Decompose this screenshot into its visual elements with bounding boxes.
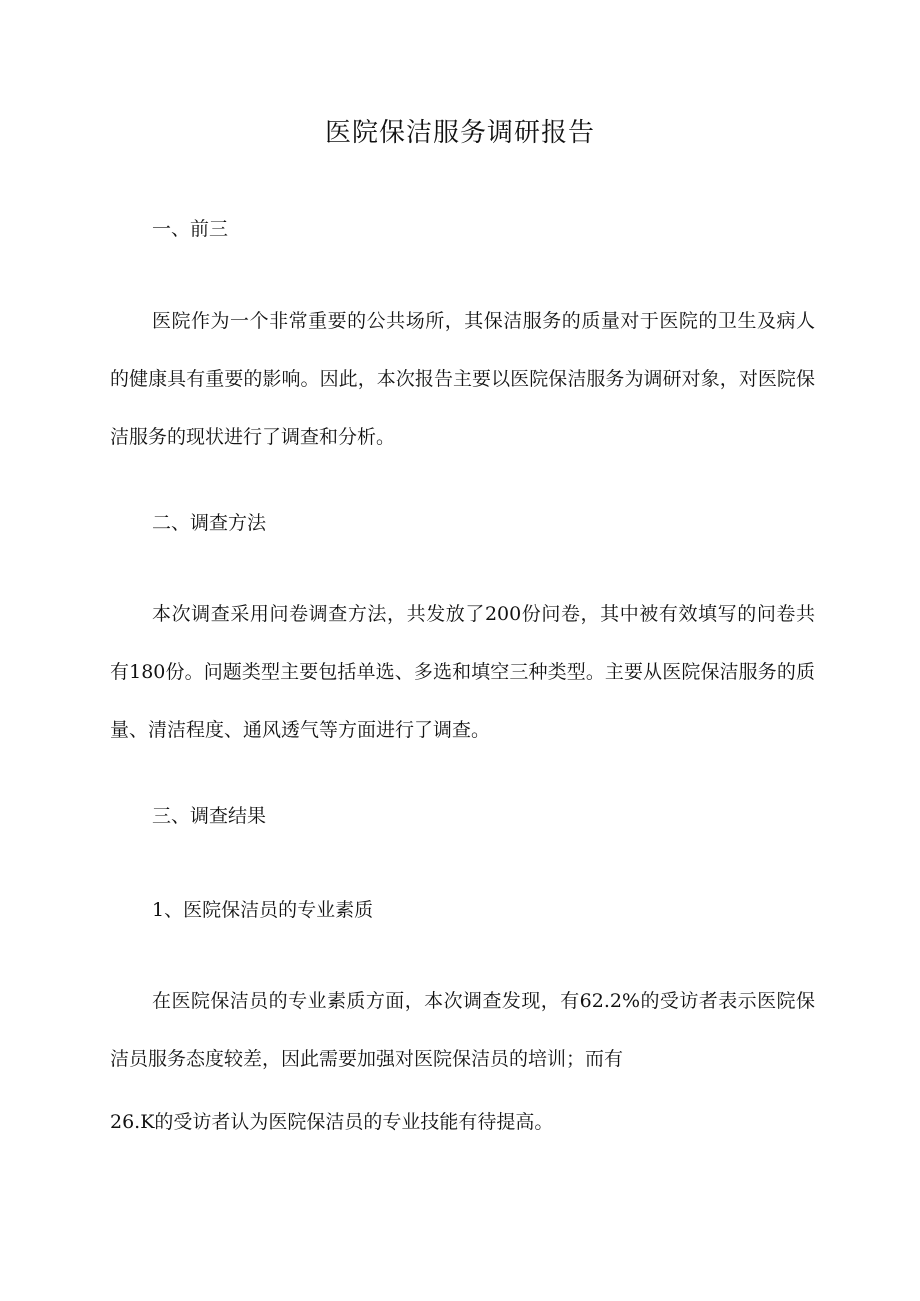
section-paragraph-preface: 医院作为一个非常重要的公共场所，其保洁服务的质量对于医院的卫生及病人的健康具有重要的影响。因此，本次报告主要以医院保洁服务为调研对象，对医院保洁服务的现状进行了调查和分析。 <box>110 310 815 448</box>
section-heading-preface: 一、前三 <box>152 218 229 240</box>
document-title: 医院保洁服务调研报告 <box>324 118 595 148</box>
section-heading-staff-quality: 1、医院保洁员的专业素质 <box>152 899 374 921</box>
section-heading-method: 二、调查方法 <box>152 512 267 534</box>
section-paragraph-staff-quality: 在医院保洁员的专业素质方面，本次调查发现，有62.2%的受访者表示医院保洁员服务态度较差，因此需要加强对医院保洁员的培训；而有 <box>110 990 815 1070</box>
section-paragraph-method: 本次调查采用问卷调查方法，共发放了200份问卷，其中被有效填写的问卷共有180份。问题类型主要包括单选、多选和填空三种类型。主要从医院保洁服务的质量、清洁程度、通风透气等方面进行了调查。 <box>110 603 815 741</box>
section-paragraph-continuation: 26.K的受访者认为医院保洁员的专业技能有待提高。 <box>110 1111 554 1133</box>
section-heading-results: 三、调查结果 <box>152 805 267 827</box>
